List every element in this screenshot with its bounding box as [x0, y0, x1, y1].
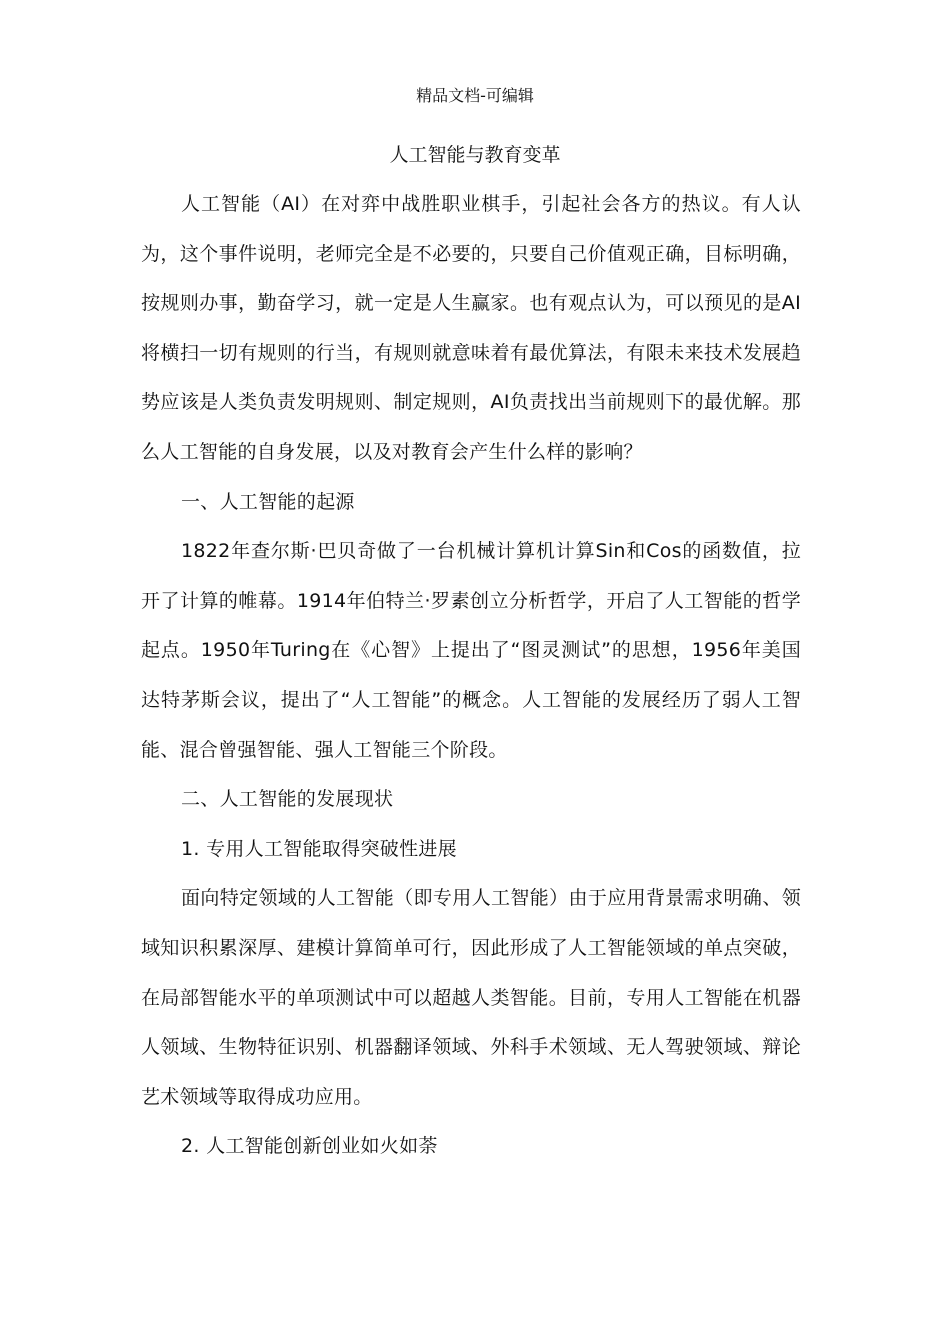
document-body [141, 180, 801, 1172]
status-paragraph: 面向特定领域的人工智能（即专用人工智能）由于应用背景需求明确、领域知识积累深厚、建模计算简单可行，因此形成了人工智能领域的单点突破，在局部智能水平的单项测试中可以超越人类智能。目前，专用人工智能在机器人领域、生物特征识别、机器翻译领域、外科手术领域、无人驾驶领域、辩论艺术领域等取得成功应用。 [141, 887, 801, 1108]
origin-paragraph: 1822年查尔斯·巴贝奇做了一台机械计算机计算Sin和Cos的函数值，拉开了计算的帷幕。1914年伯特兰·罗素创立分析哲学，开启了人工智能的哲学起点。1950年Turing在《心智》上提出了“图灵测试”的思想，1956年美国达特茅斯会议，提出了“人工智能”的概念。人工智能的发展经历了弱人工智能、混合曾强智能、强人工智能三个阶段。 [141, 540, 801, 761]
document-title: 人工智能与教育变革 [389, 144, 561, 166]
intro-paragraph: 人工智能（AI）在对弈中战胜职业棋手，引起社会各方的热议。有人认为，这个事件说明，老师完全是不必要的，只要自己价值观正确，目标明确，按规则办事，勤奋学习，就一定是人生赢家。也有观点认为，可以预见的是AI将横扫一切有规则的行当，有规则就意味着有最优算法，有限未来技术发展趋势应该是人类负责发明规则、制定规则，AI负责找出当前规则下的最优解。那么人工智能的自身发展，以及对教育会产生什么样的影响？ [141, 193, 801, 463]
subsection-heading-2: 2. 人工智能创新创业如火如荼 [181, 1135, 438, 1158]
subsection-heading-1: 1. 专用人工智能取得突破性进展 [181, 837, 457, 860]
page-header: 精品文档-可编辑 [416, 86, 534, 105]
section-heading-origin: 一、人工智能的起源 [181, 490, 355, 513]
section-heading-status: 二、人工智能的发展现状 [181, 788, 394, 811]
